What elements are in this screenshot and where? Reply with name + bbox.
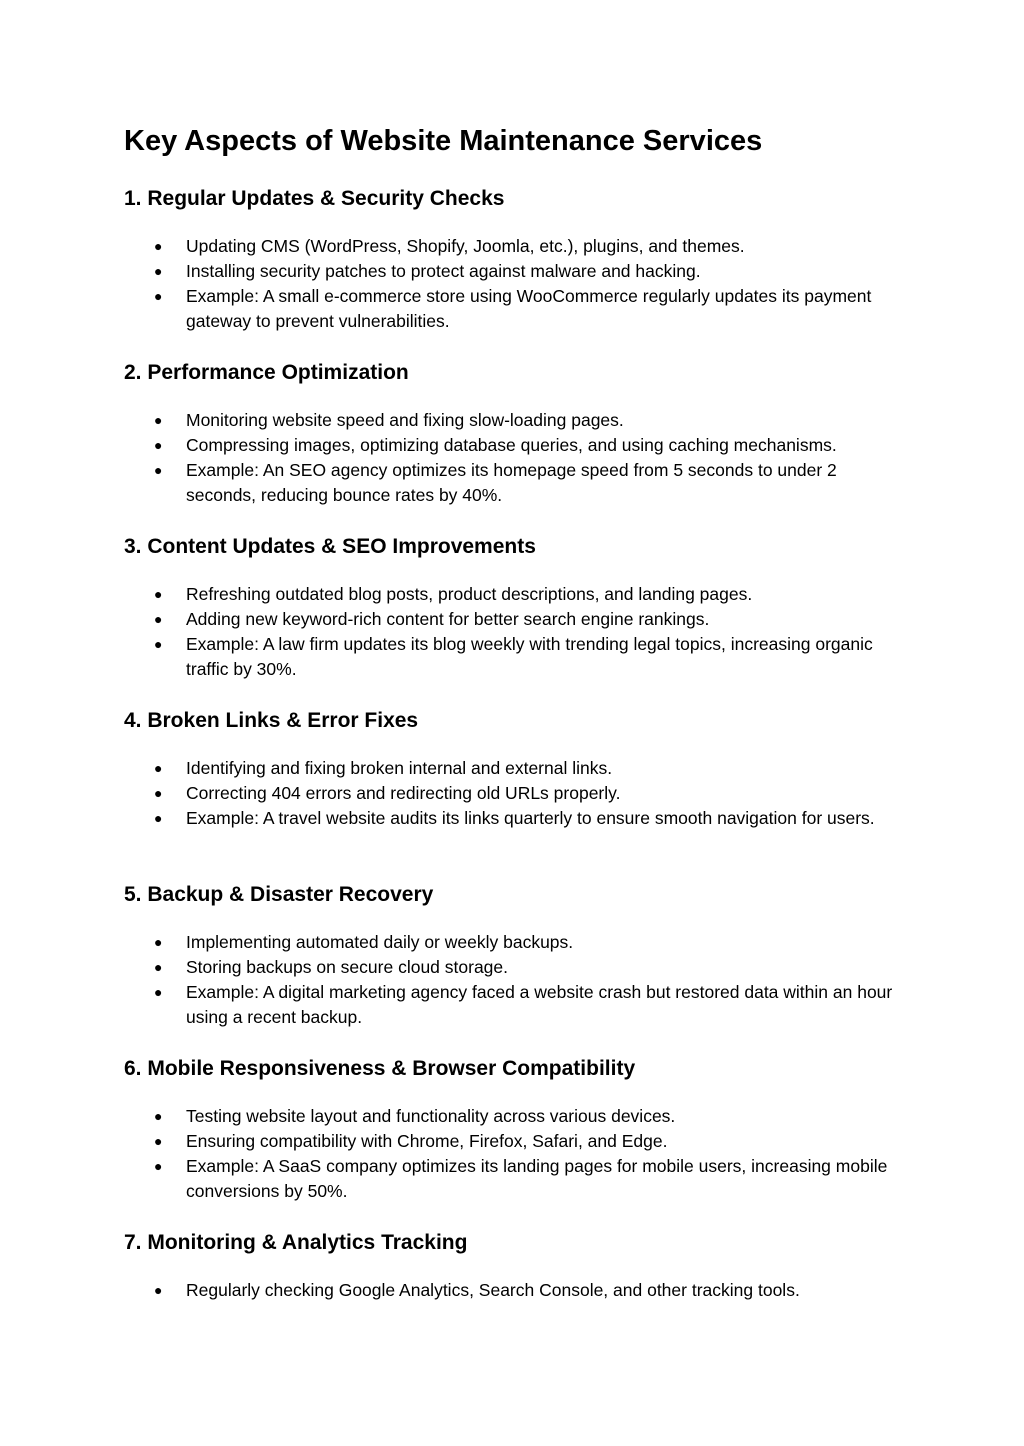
section-heading: 2. Performance Optimization xyxy=(124,361,409,384)
section-backup xyxy=(124,882,904,1030)
list-item xyxy=(124,1104,904,1129)
list-item xyxy=(124,930,904,955)
list-item xyxy=(124,781,904,806)
section-monitoring xyxy=(124,1230,904,1303)
bullet-icon: ● xyxy=(154,263,163,279)
list-item-text: Refreshing outdated blog posts, product descriptions, and landing pages. xyxy=(186,584,753,604)
list-item-text: Example: A travel website audits its links quarterly to ensure smooth navigation for users. xyxy=(186,808,875,828)
list-item xyxy=(124,582,904,607)
list-item-text: Identifying and fixing broken internal and external links. xyxy=(186,758,613,778)
list-item-text: Example: A law firm updates its blog weekly with trending legal topics, increasing organic traffic by 30%. xyxy=(186,634,873,679)
section-heading: 6. Mobile Responsiveness & Browser Compatibility xyxy=(124,1057,636,1080)
list-item xyxy=(124,1154,904,1204)
bullet-list xyxy=(124,582,904,682)
list-item xyxy=(124,806,904,831)
bullet-icon: ● xyxy=(154,760,163,776)
list-item-text: Implementing automated daily or weekly backups. xyxy=(186,932,574,952)
list-item-text: Ensuring compatibility with Chrome, Firefox, Safari, and Edge. xyxy=(186,1131,668,1151)
list-item xyxy=(124,955,904,980)
list-item xyxy=(124,980,904,1030)
list-item xyxy=(124,458,904,508)
list-item xyxy=(124,756,904,781)
bullet-icon: ● xyxy=(154,984,163,1000)
list-item-text: Compressing images, optimizing database queries, and using caching mechanisms. xyxy=(186,435,837,455)
list-item-text: Storing backups on secure cloud storage. xyxy=(186,957,508,977)
list-item xyxy=(124,607,904,632)
bullet-list xyxy=(124,930,904,1030)
bullet-icon: ● xyxy=(154,238,163,254)
bullet-icon: ● xyxy=(154,611,163,627)
list-item xyxy=(124,433,904,458)
list-item-text: Adding new keyword-rich content for better search engine rankings. xyxy=(186,609,710,629)
list-item-text: Example: A small e-commerce store using WooCommerce regularly updates its payment gateway to prevent vulnerabilities. xyxy=(186,286,872,331)
list-item-text: Regularly checking Google Analytics, Search Console, and other tracking tools. xyxy=(186,1280,800,1300)
list-item-text: Example: A digital marketing agency faced a website crash but restored data within an hour using a recent backup. xyxy=(186,982,893,1027)
bullet-icon: ● xyxy=(154,934,163,950)
bullet-icon: ● xyxy=(154,1282,163,1298)
bullet-list xyxy=(124,1104,904,1204)
section-performance xyxy=(124,360,904,508)
bullet-icon: ● xyxy=(154,1133,163,1149)
list-item-text: Installing security patches to protect against malware and hacking. xyxy=(186,261,701,281)
bullet-icon: ● xyxy=(154,810,163,826)
bullet-list xyxy=(124,408,904,508)
bullet-icon: ● xyxy=(154,437,163,453)
bullet-list xyxy=(124,1278,904,1303)
list-item xyxy=(124,408,904,433)
list-item-text: Correcting 404 errors and redirecting old URLs properly. xyxy=(186,783,621,803)
list-item-text: Monitoring website speed and fixing slow-loading pages. xyxy=(186,410,624,430)
list-item xyxy=(124,234,904,259)
bullet-icon: ● xyxy=(154,412,163,428)
list-item-text: Example: A SaaS company optimizes its landing pages for mobile users, increasing mobile conversions by 50%. xyxy=(186,1156,888,1201)
section-broken-links xyxy=(124,708,904,831)
list-item xyxy=(124,1278,904,1303)
bullet-icon: ● xyxy=(154,1108,163,1124)
bullet-icon: ● xyxy=(154,462,163,478)
section-heading: 3. Content Updates & SEO Improvements xyxy=(124,535,536,558)
section-heading: 4. Broken Links & Error Fixes xyxy=(124,709,419,732)
bullet-icon: ● xyxy=(154,636,163,652)
bullet-icon: ● xyxy=(154,785,163,801)
list-item xyxy=(124,284,904,334)
bullet-list xyxy=(124,756,904,831)
list-item xyxy=(124,1129,904,1154)
bullet-icon: ● xyxy=(154,288,163,304)
bullet-list xyxy=(124,234,904,334)
bullet-icon: ● xyxy=(154,586,163,602)
page-title: Key Aspects of Website Maintenance Services xyxy=(124,125,763,157)
bullet-icon: ● xyxy=(154,1158,163,1174)
section-heading: 5. Backup & Disaster Recovery xyxy=(124,883,434,906)
list-item-text: Example: An SEO agency optimizes its homepage speed from 5 seconds to under 2 seconds, reducing bounce rates by 40%. xyxy=(186,460,837,505)
list-item xyxy=(124,259,904,284)
section-heading: 1. Regular Updates & Security Checks xyxy=(124,187,505,210)
list-item xyxy=(124,632,904,682)
list-item-text: Updating CMS (WordPress, Shopify, Joomla, etc.), plugins, and themes. xyxy=(186,236,745,256)
bullet-icon: ● xyxy=(154,959,163,975)
section-regular-updates xyxy=(124,186,904,334)
list-item-text: Testing website layout and functionality across various devices. xyxy=(186,1106,676,1126)
section-mobile xyxy=(124,1056,904,1204)
section-content-seo xyxy=(124,534,904,682)
section-heading: 7. Monitoring & Analytics Tracking xyxy=(124,1231,468,1254)
